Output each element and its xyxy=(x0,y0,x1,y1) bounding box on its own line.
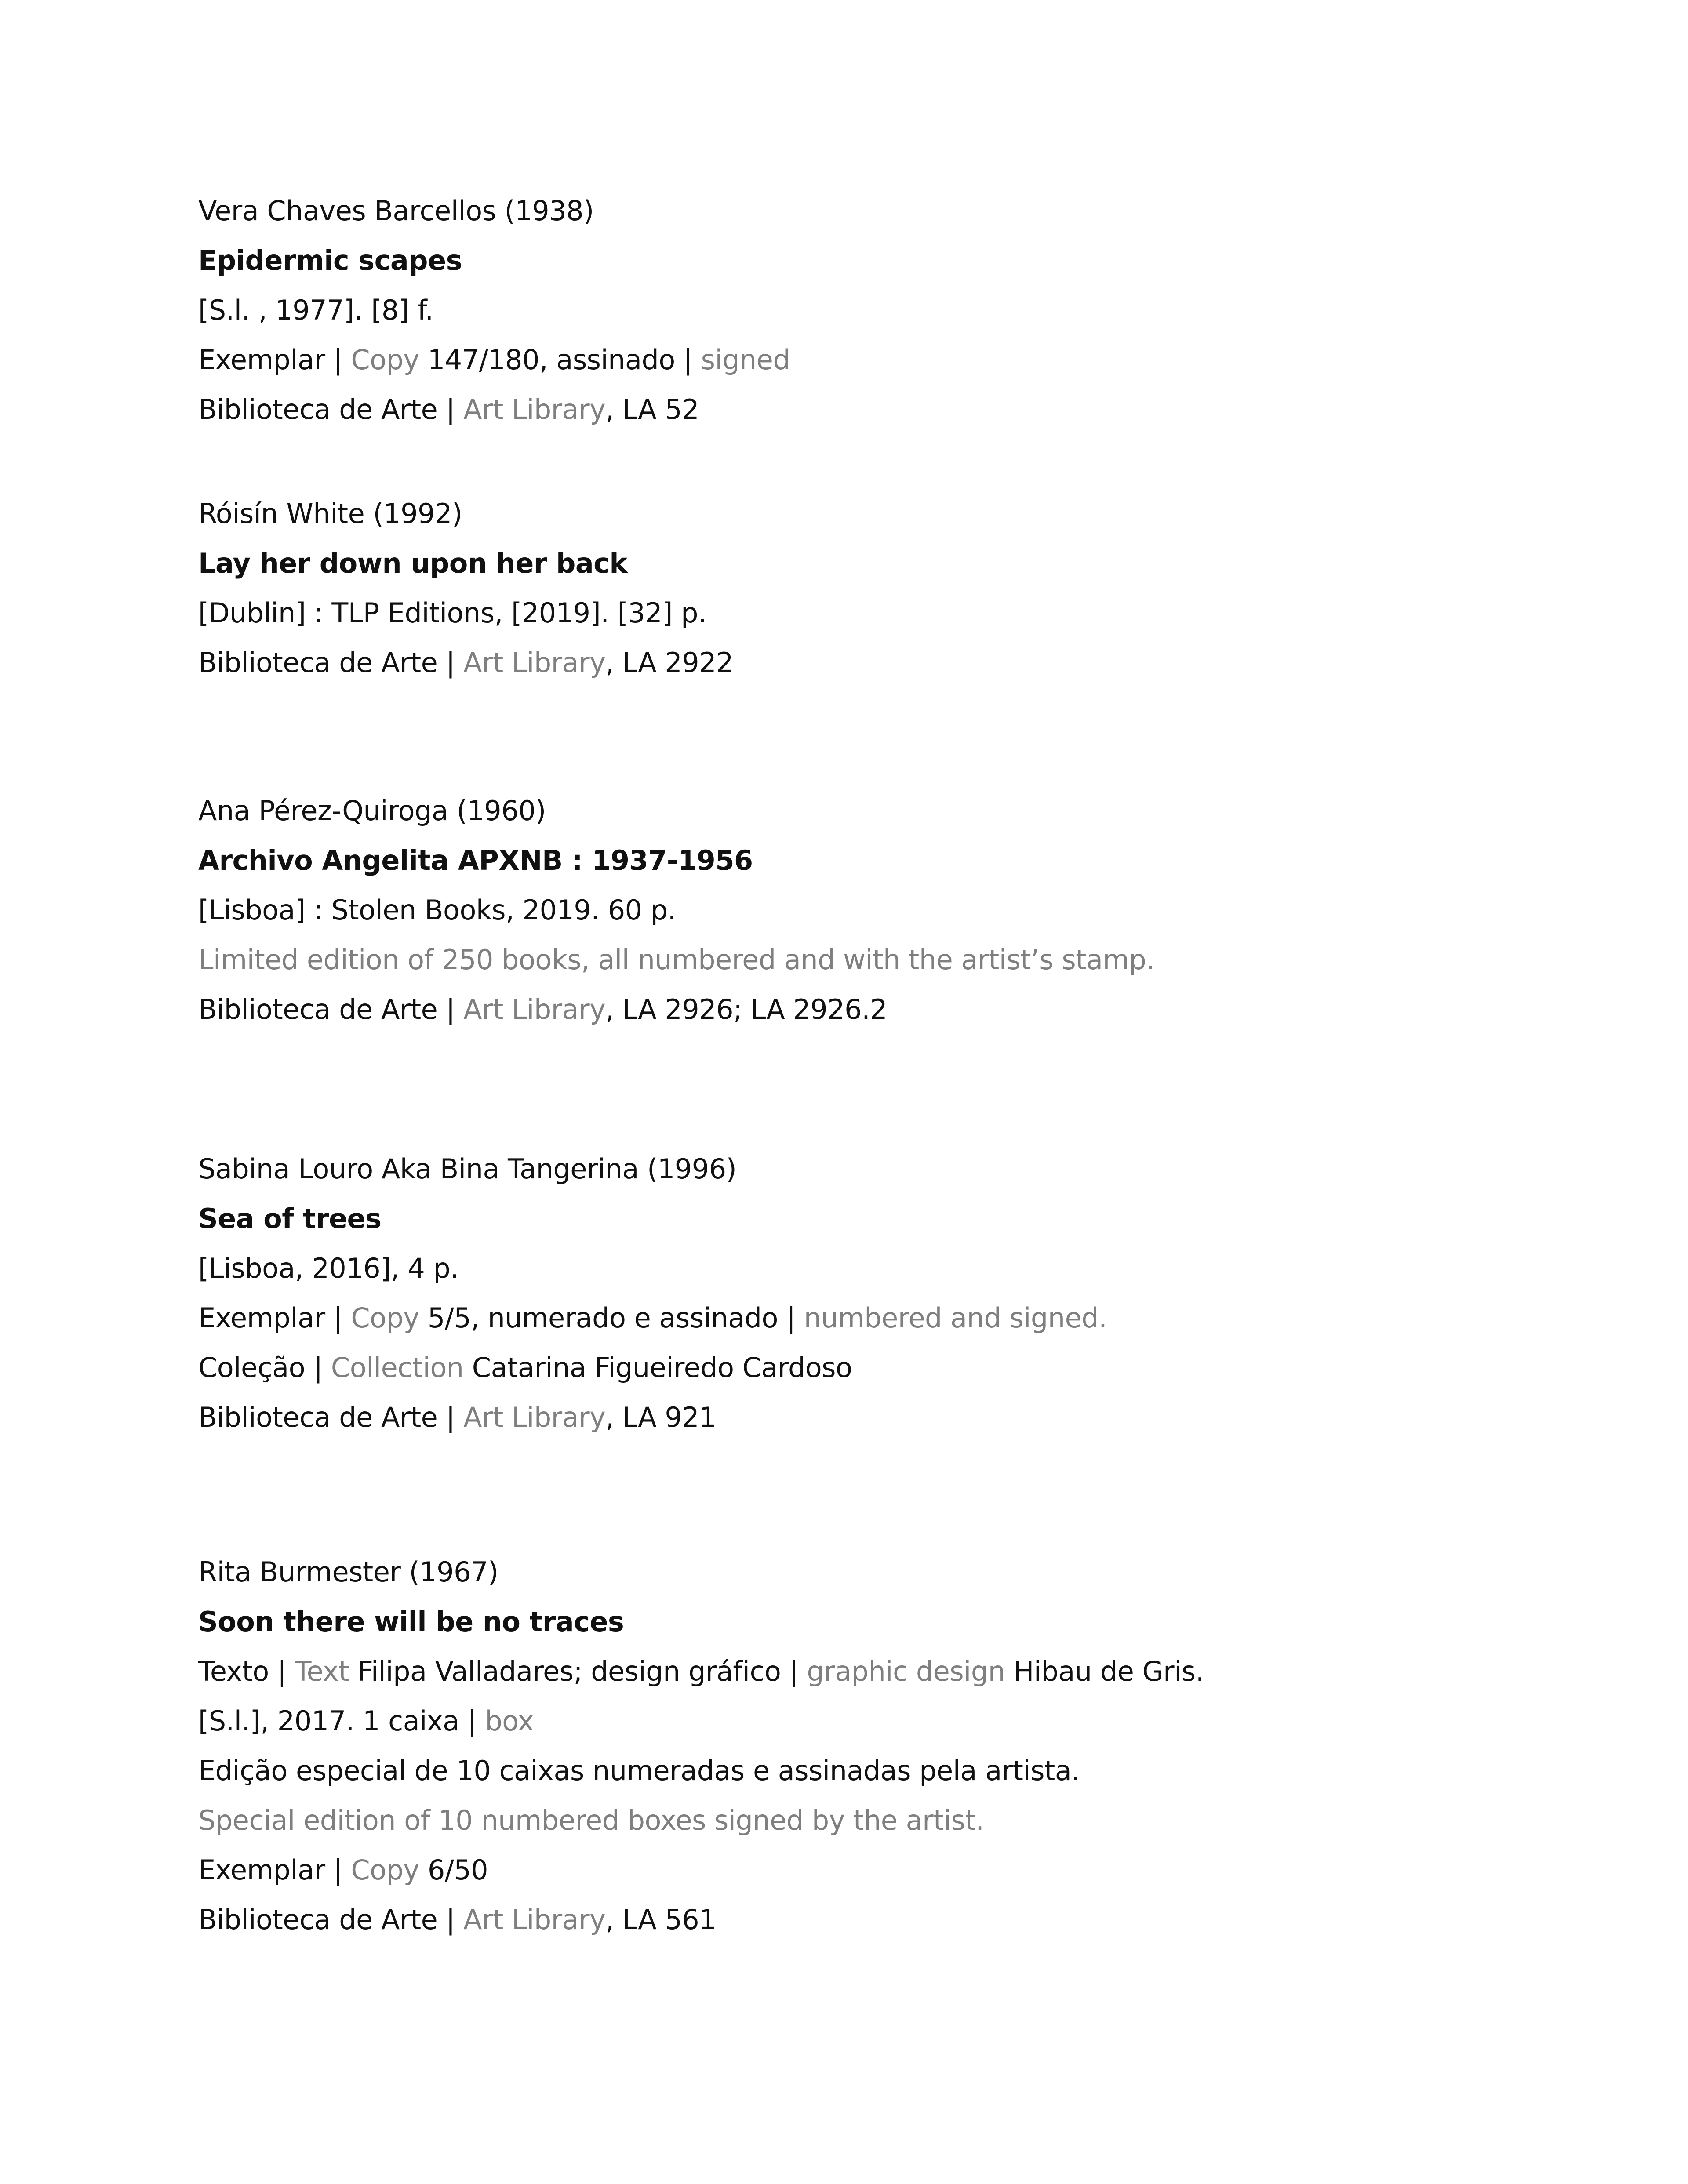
copy-label-pt: Exemplar xyxy=(198,1854,325,1886)
shelfmark: , LA 2922 xyxy=(605,647,734,679)
copy-line xyxy=(198,1293,1107,1343)
library-label-pt: Biblioteca de Arte xyxy=(198,393,438,425)
separator: | xyxy=(778,1302,804,1334)
copy-line xyxy=(198,335,790,385)
copy-value-en: signed xyxy=(701,344,790,376)
shelfmark: , LA 52 xyxy=(605,393,699,425)
separator: | xyxy=(437,1401,464,1433)
collection-value: Catarina Figueiredo Cardoso xyxy=(463,1352,852,1384)
title-line: Lay her down upon her back xyxy=(198,547,628,579)
design-value: Hibau de Gris. xyxy=(1005,1655,1204,1687)
title-line: Archivo Angelita APXNB : 1937-1956 xyxy=(198,844,753,876)
imprint-line: [S.l. , 1977]. [8] f. xyxy=(198,294,433,326)
imprint-line: [Dublin] : TLP Editions, [2019]. [32] p. xyxy=(198,597,707,629)
collection-label-pt: Coleção xyxy=(198,1352,306,1384)
separator: | xyxy=(437,993,464,1025)
library-label-en: Art Library xyxy=(463,1904,606,1936)
separator: | xyxy=(305,1352,331,1384)
shelfmark: , LA 921 xyxy=(605,1401,717,1433)
title-line: Epidermic scapes xyxy=(198,244,462,276)
copy-label-pt: Exemplar xyxy=(198,344,325,376)
separator: | xyxy=(781,1655,807,1687)
catalog-entry xyxy=(198,1144,1107,1442)
library-label-en: Art Library xyxy=(463,647,606,679)
imprint-value-en: box xyxy=(485,1705,534,1737)
author-line: Ana Pérez-Quiroga (1960) xyxy=(198,795,546,827)
copy-label-en: Copy xyxy=(351,1854,419,1886)
imprint-line: [Lisboa, 2016], 4 p. xyxy=(198,1252,459,1284)
copy-value: 5/5, numerado e assinado xyxy=(419,1302,778,1334)
library-line xyxy=(198,985,1154,1034)
copy-line xyxy=(198,1845,1204,1895)
design-label-en: graphic design xyxy=(807,1655,1005,1687)
separator: | xyxy=(269,1655,295,1687)
copy-label-en: Copy xyxy=(351,1302,419,1334)
collection-label-en: Collection xyxy=(331,1352,464,1384)
library-label-pt: Biblioteca de Arte xyxy=(198,647,438,679)
separator: | xyxy=(437,1904,464,1936)
library-line xyxy=(198,1392,1107,1442)
catalog-entry xyxy=(198,489,733,687)
edition-note-en: Special edition of 10 numbered boxes signed by the artist. xyxy=(198,1804,984,1836)
catalog-entry xyxy=(198,786,1154,1034)
library-label-pt: Biblioteca de Arte xyxy=(198,1401,438,1433)
author-line: Róisín White (1992) xyxy=(198,498,462,530)
library-label-en: Art Library xyxy=(463,1401,606,1433)
text-label-en: Text xyxy=(295,1655,349,1687)
copy-value: 147/180, assinado xyxy=(419,344,675,376)
text-value: Filipa Valladares; design gráfico xyxy=(349,1655,781,1687)
edition-note-pt: Edição especial de 10 caixas numeradas e assinadas pela artista. xyxy=(198,1755,1080,1787)
edition-note-en: Limited edition of 250 books, all numbered and with the artist’s stamp. xyxy=(198,944,1155,976)
title-line: Soon there will be no traces xyxy=(198,1606,624,1638)
separator: | xyxy=(325,1302,351,1334)
library-label-pt: Biblioteca de Arte xyxy=(198,1904,438,1936)
library-label-pt: Biblioteca de Arte xyxy=(198,993,438,1025)
copy-value-en: numbered and signed. xyxy=(804,1302,1107,1334)
library-label-en: Art Library xyxy=(463,393,606,425)
copy-label-pt: Exemplar xyxy=(198,1302,325,1334)
shelfmark: , LA 2926; LA 2926.2 xyxy=(605,993,888,1025)
copy-label-en: Copy xyxy=(351,344,419,376)
catalog-entry xyxy=(198,186,790,434)
author-line: Vera Chaves Barcellos (1938) xyxy=(198,195,594,227)
credits-line xyxy=(198,1646,1204,1696)
library-line xyxy=(198,385,790,434)
library-label-en: Art Library xyxy=(463,993,606,1025)
separator: | xyxy=(459,1705,485,1737)
title-line: Sea of trees xyxy=(198,1203,382,1235)
catalog-entry xyxy=(198,1547,1204,1944)
imprint-line xyxy=(198,1696,1204,1746)
separator: | xyxy=(325,344,351,376)
text-label-pt: Texto xyxy=(198,1655,269,1687)
collection-line xyxy=(198,1343,1107,1392)
copy-value: 6/50 xyxy=(419,1854,488,1886)
separator: | xyxy=(437,647,464,679)
imprint-value: [S.l.], 2017. 1 caixa xyxy=(198,1705,459,1737)
separator: | xyxy=(325,1854,351,1886)
separator: | xyxy=(675,344,701,376)
library-line xyxy=(198,1895,1204,1944)
author-line: Rita Burmester (1967) xyxy=(198,1556,498,1588)
author-line: Sabina Louro Aka Bina Tangerina (1996) xyxy=(198,1153,737,1185)
shelfmark: , LA 561 xyxy=(605,1904,717,1936)
separator: | xyxy=(437,393,464,425)
imprint-line: [Lisboa] : Stolen Books, 2019. 60 p. xyxy=(198,894,676,926)
library-line xyxy=(198,638,733,687)
